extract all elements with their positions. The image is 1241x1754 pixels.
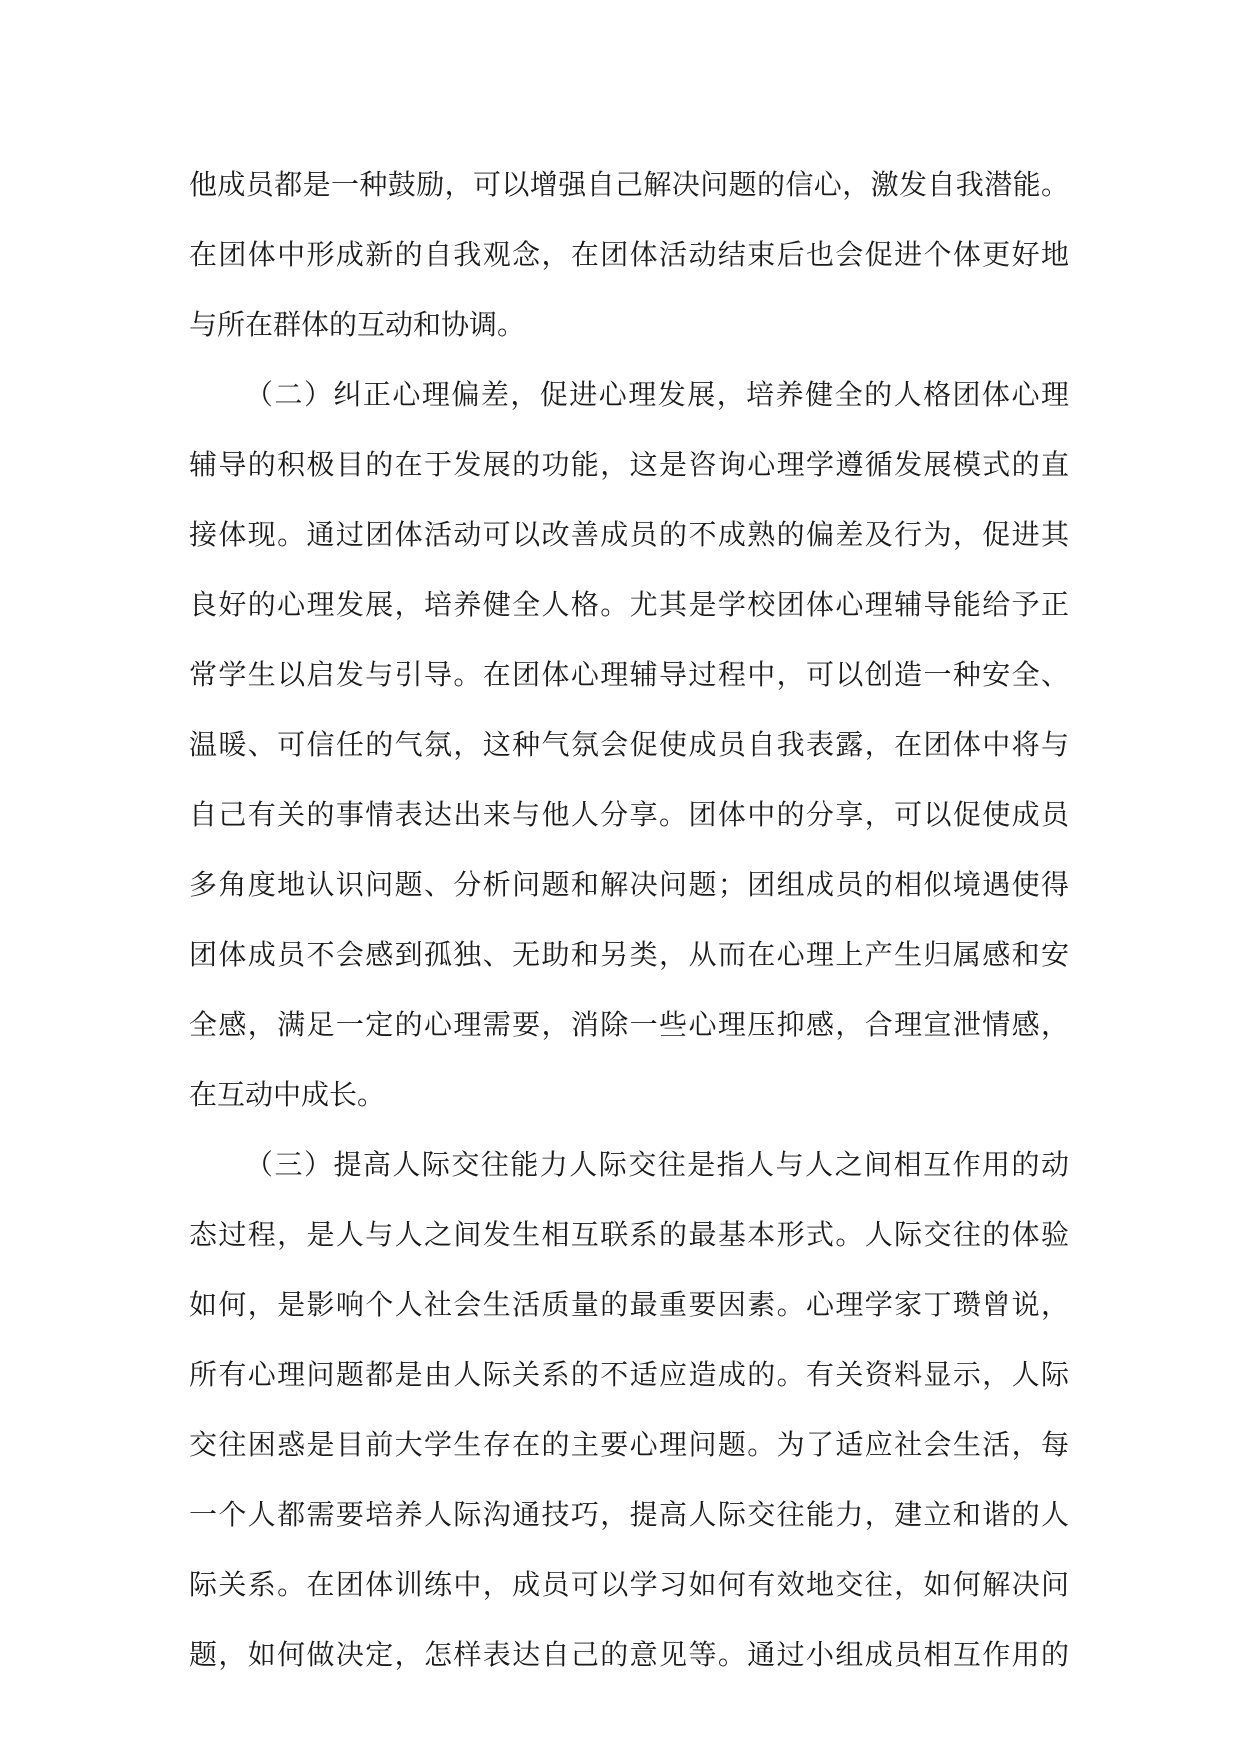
text-line: 全感，满足一定的心理需要，消除一些心理压抑感，合理宣泄情感， — [189, 1008, 1069, 1041]
text-line: 在互动中成长。 — [189, 1078, 386, 1111]
text-line: 辅导的积极目的在于发展的功能，这是咨询心理学遵循发展模式的直 — [189, 448, 1069, 481]
text-line: 一个人都需要培养人际沟通技巧，提高人际交往能力，建立和谐的人 — [189, 1498, 1069, 1531]
text-line: 态过程，是人与人之间发生相互联系的最基本形式。人际交往的体验 — [189, 1218, 1069, 1251]
text-line: 温暖、可信任的气氛，这种气氛会促使成员自我表露，在团体中将与 — [189, 728, 1069, 761]
text-line: 常学生以启发与引导。在团体心理辅导过程中，可以创造一种安全、 — [189, 658, 1069, 691]
text-line: 团体成员不会感到孤独、无助和另类，从而在心理上产生归属感和安 — [189, 938, 1069, 971]
text-line: 题，如何做决定，怎样表达自己的意见等。通过小组成员相互作用的 — [189, 1638, 1069, 1671]
text-line: 际关系。在团体训练中，成员可以学习如何有效地交往，如何解决问 — [189, 1568, 1069, 1601]
text-line: 自己有关的事情表达出来与他人分享。团体中的分享，可以促使成员 — [189, 798, 1069, 831]
text-line: 他成员都是一种鼓励，可以增强自己解决问题的信心，激发自我潜能。 — [189, 168, 1069, 201]
text-line: 多角度地认识问题、分析问题和解决问题；团组成员的相似境遇使得 — [189, 868, 1069, 901]
document-body — [189, 150, 1069, 1690]
text-line: （二）纠正心理偏差，促进心理发展，培养健全的人格团体心理 — [245, 378, 1069, 411]
paragraph-1 — [189, 150, 1069, 360]
text-line: 良好的心理发展，培养健全人格。尤其是学校团体心理辅导能给予正 — [189, 588, 1069, 621]
paragraph-2 — [189, 360, 1069, 1130]
paragraph-3 — [189, 1130, 1069, 1690]
text-line: 如何，是影响个人社会生活质量的最重要因素。心理学家丁瓒曾说， — [189, 1288, 1069, 1321]
text-line: 交往困惑是目前大学生存在的主要心理问题。为了适应社会生活，每 — [189, 1428, 1069, 1461]
text-line: 在团体中形成新的自我观念，在团体活动结束后也会促进个体更好地 — [189, 238, 1069, 271]
text-line: 接体现。通过团体活动可以改善成员的不成熟的偏差及行为，促进其 — [189, 518, 1069, 551]
text-line: 所有心理问题都是由人际关系的不适应造成的。有关资料显示，人际 — [189, 1358, 1069, 1391]
text-line: 与所在群体的互动和协调。 — [189, 308, 526, 341]
text-line: （三）提高人际交往能力人际交往是指人与人之间相互作用的动 — [245, 1148, 1069, 1181]
